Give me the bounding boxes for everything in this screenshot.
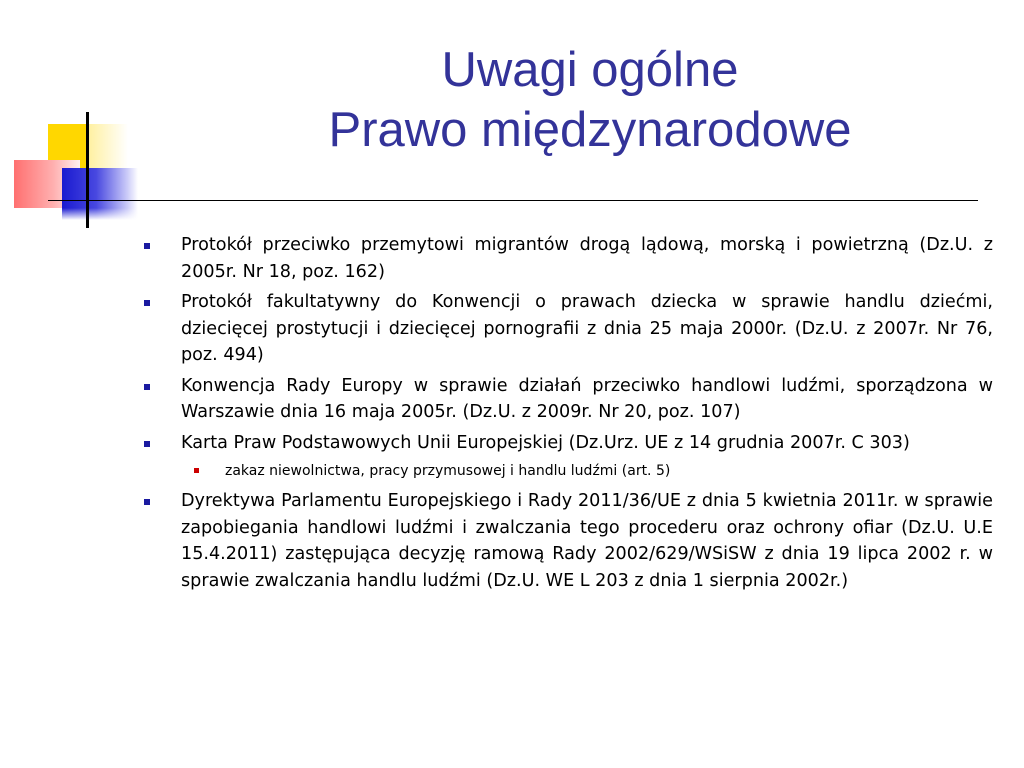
square-bullet-icon — [144, 243, 150, 249]
red-square-bullet-icon — [194, 468, 199, 473]
square-bullet-icon — [144, 441, 150, 447]
list-item-text: Dyrektywa Parlamentu Europejskiego i Rady 2011/36/UE z dnia 5 kwietnia 2011r. w sprawie zapobiegania handlowi ludźmi i zwalczania tego procederu oraz ochrony ofiar (Dz.U. U.E 15.4.2011) zastępująca decyzję ramową Rady 2002/629/WSiSW z dnia 19 lipca 2002 r. w sprawie zwalczania handlu ludźmi (Dz.U. WE L 203 z dnia 1 sierpnia 2002r.) — [181, 491, 993, 591]
bullet-list — [140, 232, 993, 598]
list-item — [140, 430, 993, 457]
sub-list-item — [140, 460, 993, 482]
slide-title-line-2: Prawo międzynarodowe — [328, 103, 852, 157]
list-item — [140, 289, 993, 369]
decor-vertical-line — [86, 112, 89, 228]
list-item-text: Karta Praw Podstawowych Unii Europejskiej (Dz.Urz. UE z 14 grudnia 2007r. C 303) — [181, 432, 910, 453]
title-divider-line — [48, 200, 978, 201]
list-item-text: Protokół fakultatywny do Konwencji o prawach dziecka w sprawie handlu dziećmi, dziecięcej prostytucji i dziecięcej pornografii z dnia 25 maja 2000r. (Dz.U. z 2007r. Nr 76, poz. 494) — [181, 292, 993, 365]
list-item — [140, 488, 993, 594]
list-item — [140, 232, 993, 285]
decor-yellow-fade — [88, 124, 128, 172]
decor-blue-fade — [62, 208, 138, 220]
slide-title-line-1: Uwagi ogólne — [441, 43, 739, 97]
list-item-text: Konwencja Rady Europy w sprawie działań przeciwko handlowi ludźmi, sporządzona w Warszawie dnia 16 maja 2005r. (Dz.U. z 2009r. Nr 20, poz. 107) — [181, 375, 993, 422]
slide-title — [220, 40, 960, 160]
square-bullet-icon — [144, 384, 150, 390]
list-item — [140, 373, 993, 426]
sub-list-item-text: zakaz niewolnictwa, pracy przymusowej i handlu ludźmi (art. 5) — [225, 463, 671, 479]
square-bullet-icon — [144, 499, 150, 505]
square-bullet-icon — [144, 300, 150, 306]
list-item-text: Protokół przeciwko przemytowi migrantów drogą lądową, morską i powietrzną (Dz.U. z 2005r. Nr 18, poz. 162) — [181, 235, 993, 282]
